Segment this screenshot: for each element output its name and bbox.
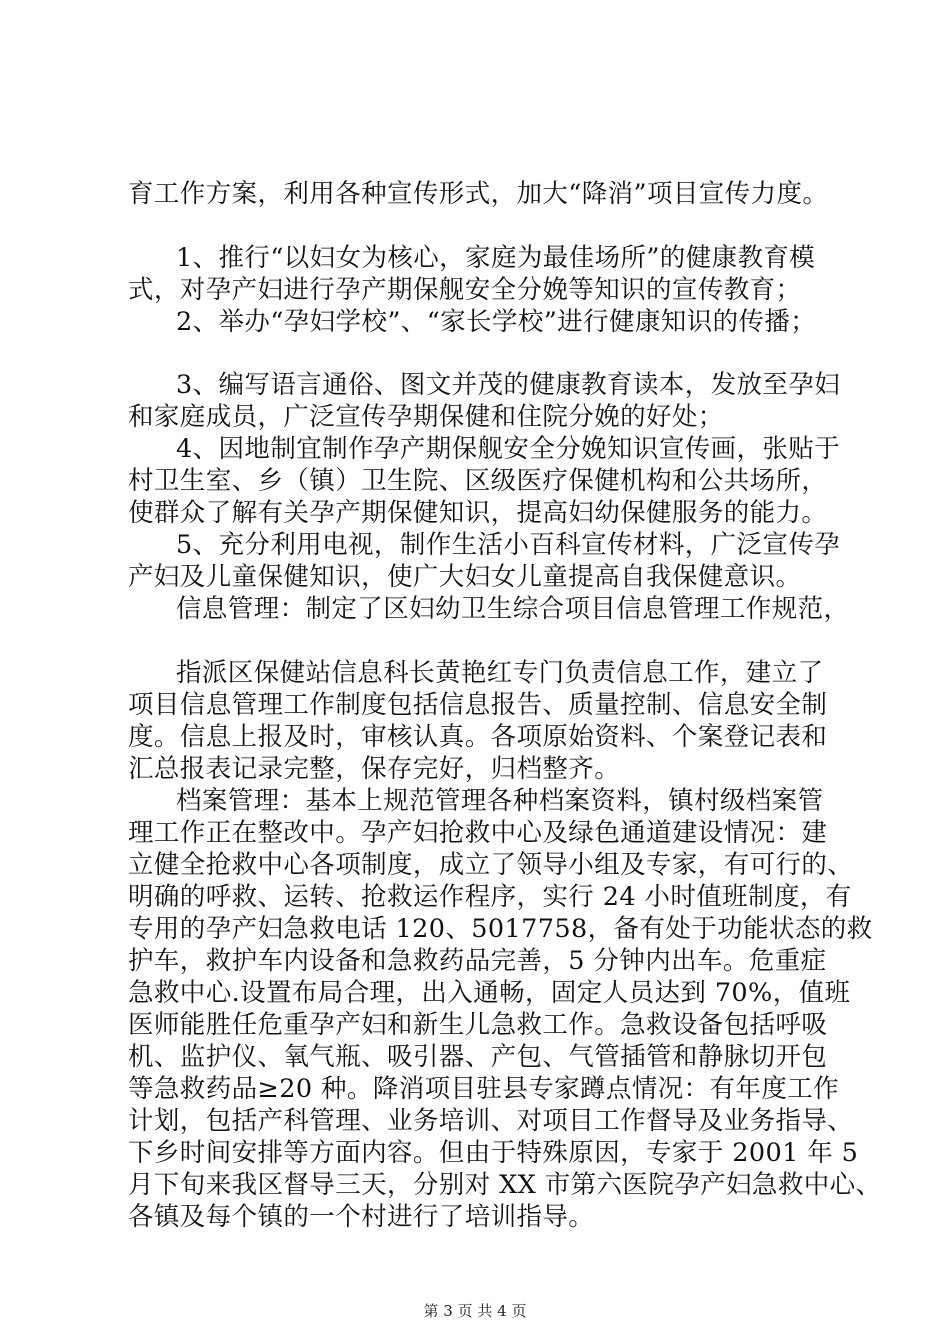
paragraph-line: 理工作正在整改中。孕产妇抢救中心及绿色通道建设情况：建: [128, 818, 828, 848]
paragraph-line: 和家庭成员，广泛宣传孕期保健和住院分娩的好处；: [128, 402, 724, 432]
paragraph-line: 4、因地制宜制作孕产期保舰安全分娩知识宣传画，张贴于: [176, 434, 841, 464]
paragraph-line: 计划，包括产科管理、业务培训、对项目工作督导及业务指导、: [128, 1106, 854, 1136]
paragraph-line: 立健全抢救中心各项制度，成立了领导小组及专家，有可行的、: [128, 850, 854, 880]
paragraph-line: 月下旬来我区督导三天，分别对 XX 市第六医院孕产妇急救中心、: [128, 1170, 882, 1200]
paragraph-line: 使群众了解有关孕产期保健知识，提高妇幼保健服务的能力。: [128, 498, 828, 528]
paragraph-line: 指派区保健站信息科长黄艳红专门负责信息工作，建立了: [176, 658, 824, 688]
paragraph-line: 档案管理：基本上规范管理各种档案资料，镇村级档案管: [176, 786, 824, 816]
paragraph-line: 3、编写语言通俗、图文并茂的健康教育读本，发放至孕妇: [176, 370, 841, 400]
paragraph-line: 式，对孕产妇进行孕产期保舰安全分娩等知识的宣传教育；: [128, 275, 802, 305]
paragraph-line: 下乡时间安排等方面内容。但由于特殊原因，专家于 2001 年 5: [128, 1138, 859, 1168]
paragraph-line: 护车，救护车内设备和急救药品完善，5 分钟内出车。危重症: [128, 946, 827, 976]
paragraph-line: 1、推行“以妇女为核心，家庭为最佳场所”的健康教育模: [176, 243, 816, 273]
paragraph-line: 项目信息管理工作制度包括信息报告、质量控制、信息安全制: [128, 690, 828, 720]
page-number-footer: 第 3 页 共 4 页: [423, 1302, 527, 1320]
paragraph-line: 度。信息上报及时，审核认真。各项原始资料、个案登记表和: [128, 722, 828, 752]
paragraph-line: 等急救药品≥20 种。降消项目驻县专家蹲点情况：有年度工作: [128, 1074, 840, 1104]
paragraph-line: 专用的孕产妇急救电话 120、5017758，备有处于功能状态的救: [128, 914, 873, 944]
paragraph-line: 育工作方案，利用各种宣传形式，加大“降消”项目宣传力度。: [128, 179, 829, 209]
paragraph-line: 5、充分利用电视，制作生活小百科宣传材料，广泛宣传孕: [176, 530, 841, 560]
paragraph-line: 医师能胜任危重孕产妇和新生儿急救工作。急救设备包括呼吸: [128, 1010, 828, 1040]
paragraph-line: 2、举办“孕妇学校”、“家长学校”进行健康知识的传播；: [176, 307, 817, 337]
paragraph-line: 产妇及儿童保健知识，使广大妇女儿童提高自我保健意识。: [128, 562, 802, 592]
paragraph-line: 各镇及每个镇的一个村进行了培训指导。: [128, 1202, 595, 1232]
paragraph-line: 明确的呼救、运转、抢救运作程序，实行 24 小时值班制度，有: [128, 882, 852, 912]
paragraph-line: 汇总报表记录完整，保存完好，归档整齐。: [128, 754, 621, 784]
paragraph-line: 村卫生室、乡（镇）卫生院、区级医疗保健机构和公共场所，: [128, 466, 828, 496]
paragraph-line: 信息管理：制定了区妇幼卫生综合项目信息管理工作规范，: [176, 594, 850, 624]
paragraph-line: 急救中心.设置布局合理，出入通畅，固定人员达到 70%，值班: [128, 978, 851, 1008]
paragraph-line: 机、监护仪、氧气瓶、吸引器、产包、气管插管和静脉切开包: [128, 1042, 828, 1072]
